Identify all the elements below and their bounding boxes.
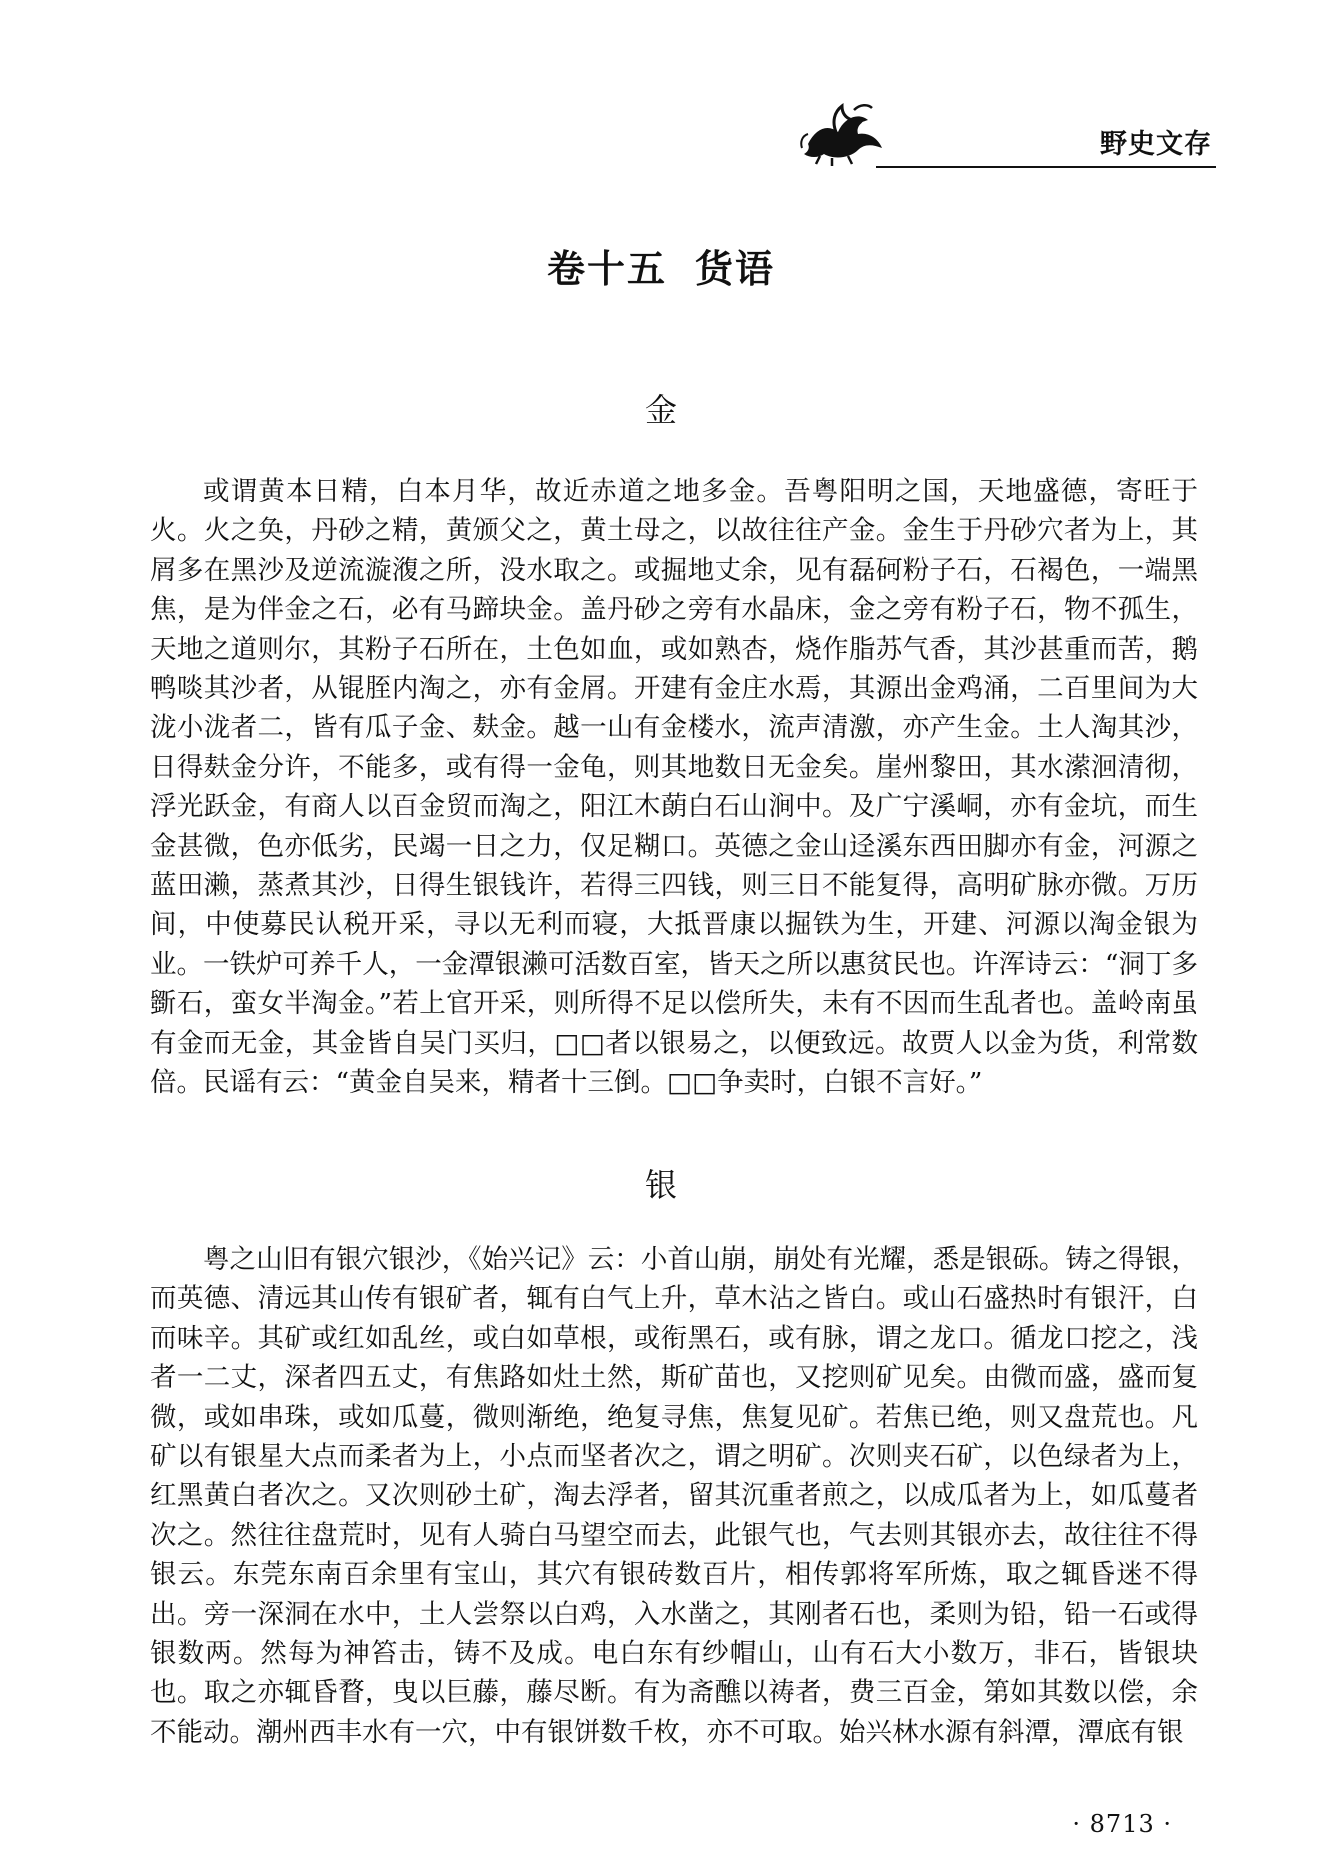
running-title: 野史文存 — [1100, 129, 1212, 160]
section-body-gold: 或谓黄本日精，白本月华，故近赤道之地多金。吾粤阳明之国，天地盛德，寄旺于火。火之奂，丹砂之精，黄颁父之，黄土母之，以故往往产金。金生于丹砂穴者为上，其屑多在黑沙及逆流漩澓之所，没水取之。或掘地丈余，见有磊砢粉子石，石褐色，一端黑焦，是为伴金之石，必有马蹄块金。盖丹砂之旁有水晶床，金之旁有粉子石，物不孤生，天地之道则尔，其粉子石所在，土色如血，或如熟杏，烧作脂苏气香，其沙甚重而苦，鹅鸭啖其沙者，从锟胵内淘之，亦有金屑。开建有金庄水焉，其源出金鸡涌，二百里间为大泷小泷者二，皆有瓜子金、麸金。越一山有金楼水，流声清激，亦产生金。土人淘其沙，日得麸金分许，不能多，或有得一金龟，则其地数日无金矣。崖州黎田，其水潆洄清彻，浮光跃金，有商人以百金贸而淘之，阳江木蓢白石山涧中。及广宁溪峒，亦有金坑，而生金甚微，色亦低劣，民竭一日之力，仅足糊口。英德之金山迳溪东西田脚亦有金，河源之蓝田濑，蒸煮其沙，日得生银钱许，若得三四钱，则三日不能复得，高明矿脉亦微。万历间，中使募民认税开采，寻以无利而寝，大抵晋康以掘铁为生，开建、河源以淘金银为业。一铁炉可养千人，一金潭银濑可活数百室，皆天之所以惠贫民也。许浑诗云：“洞丁多斵石，蛮女半淘金。”若上官开采，则所得不足以偿所失，未有不因而生乱者也。盖岭南虽有金而无金，其金皆自吴门买归，□□者以银易之，以便致远。故贾人以金为货，利常数倍。民谣有云：“黄金自吴来，精者十三倒。□□争卖时，白银不言好。” — [150, 476, 1198, 1099]
page-number: · 8713 · — [1072, 1810, 1172, 1838]
section-heading-silver: 银 — [644, 1166, 677, 1204]
header-rule — [876, 166, 1216, 168]
chapter-number: 卷十五 — [546, 247, 667, 291]
chapter-title — [0, 238, 1322, 293]
section-body-silver: 粤之山旧有银穴银沙，《始兴记》云：小首山崩，崩处有光耀，悉是银砾。铸之得银，而英德、清远其山传有银矿者，辄有白气上升，草木沾之皆白。或山石盛热时有银汗，白而味辛。其矿或红如乱丝，或白如草根，或衔黑石，或有脉，谓之龙口。循龙口挖之，浅者一二丈，深者四五丈，有焦路如灶土然，斯矿苗也，又挖则矿见矣。由微而盛，盛而复微，或如串珠，或如瓜蔓，微则渐绝，绝复寻焦，焦复见矿。若焦已绝，则又盘荒也。凡矿以有银星大点而柔者为上，小点而坚者次之，谓之明矿。次则夹石矿，以色绿者为上，红黑黄白者次之。又次则砂土矿，淘去浮者，留其沉重者煎之，以成瓜者为上，如瓜蔓者次之。然往往盘荒时，见有人骑白马望空而去，此银气也，气去则其银亦去，故往往不得银云。东莞东南百余里有宝山，其穴有银砖数百片，相传郭将军所炼，取之辄昏迷不得出。旁一深洞在水中，土人尝祭以白鸡，入水凿之，其刚者石也，柔则为铅，铅一石或得银数两。然每为神笞击，铸不及成。电白东有纱帽山，山有石大小数万，非石，皆银块也。取之亦辄昏瞀，曳以巨藤，藤尽断。有为斋醮以祷者，费三百金，第如其数以偿，余不能动。潮州西丰水有一穴，中有银饼数千枚，亦不可取。始兴林水源有斜潭，潭底有银 — [150, 1244, 1198, 1748]
chapter-name: 货语 — [695, 247, 776, 291]
dragon-emblem-icon — [798, 98, 890, 166]
section-heading-gold: 金 — [644, 391, 677, 429]
page-header — [0, 0, 1322, 180]
